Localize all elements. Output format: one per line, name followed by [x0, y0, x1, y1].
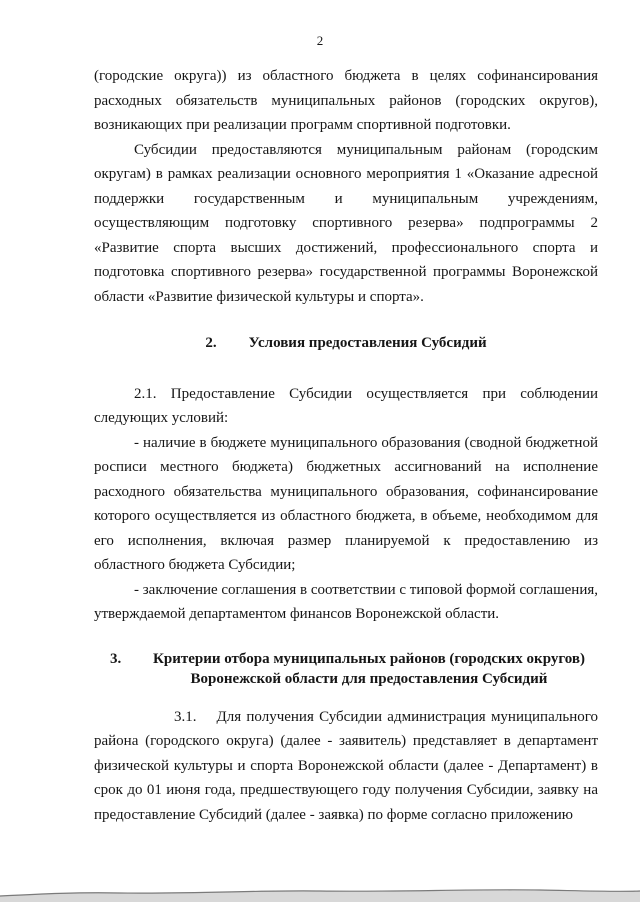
- section-3-number: 3.: [110, 650, 122, 667]
- scan-edge-artifact: [0, 880, 640, 902]
- section-2-title: Условия предоставления Субсидий: [248, 335, 487, 351]
- paragraph-2-1: 2.1. Предоставление Субсидии осуществляется при соблюдении следующих условий:: [94, 385, 598, 426]
- section-2-number: 2.: [205, 335, 217, 351]
- paragraph-3-1: [94, 705, 598, 828]
- clause-3-1-number: 3.1.: [174, 708, 197, 725]
- clause-3-1-text: Для получения Субсидии администрация муниципального района (городского округа) (далее - заявитель) представляет в департамент физической культуры и спорта Воронежской области (далее - Департамент) в срок до 01 июня года, предшествующего году получения Субсидии, заявку на предоставление Субсидий (далее - заявка) по форме согласно приложению: [94, 708, 598, 823]
- paragraph-2-1-item-1: - наличие в бюджете муниципального образования (сводной бюджетной росписи местного бюджета) бюджетных ассигнований на исполнение расходного обязательства муниципального образования, софинансирование которого осуществляется из областного бюджета, в объеме, необходимом для его исполнения, включая размер планируемой к предоставлению из областного бюджета Субсидии;: [94, 434, 598, 573]
- page-number: 2: [316, 33, 324, 48]
- section-3-title-line-2: Воронежской области для предоставления Субсидий: [190, 670, 548, 687]
- section-3-heading: [94, 649, 598, 689]
- paragraph-subsidies: Субсидии предоставляются муниципальным районам (городским округам) в рамках реализации основного мероприятия 1 «Оказание адресной поддержки государственным и муниципальным учреждениям, осуществляющим подготовку спортивного резерва» подпрограммы 2 «Развитие спорта высших достижений, профессионального спорта и подготовка спортивного резерва» государственной программы Воронежской области «Развитие физической культуры и спорта».: [94, 141, 598, 305]
- document-body: [94, 64, 598, 827]
- section-3-title-line-1: Критерии отбора муниципальных районов (городских округов): [152, 650, 586, 667]
- section-2-heading: [94, 331, 598, 356]
- paragraph-intro-continuation: (городские округа)) из областного бюджета в целях софинансирования расходных обязательств муниципальных районов (городских округов), возникающих при реализации программ спортивной подготовки.: [94, 68, 598, 133]
- paragraph-2-1-item-2: - заключение соглашения в соответствии с типовой формой соглашения, утверждаемой департаментом финансов Воронежской области.: [94, 581, 598, 622]
